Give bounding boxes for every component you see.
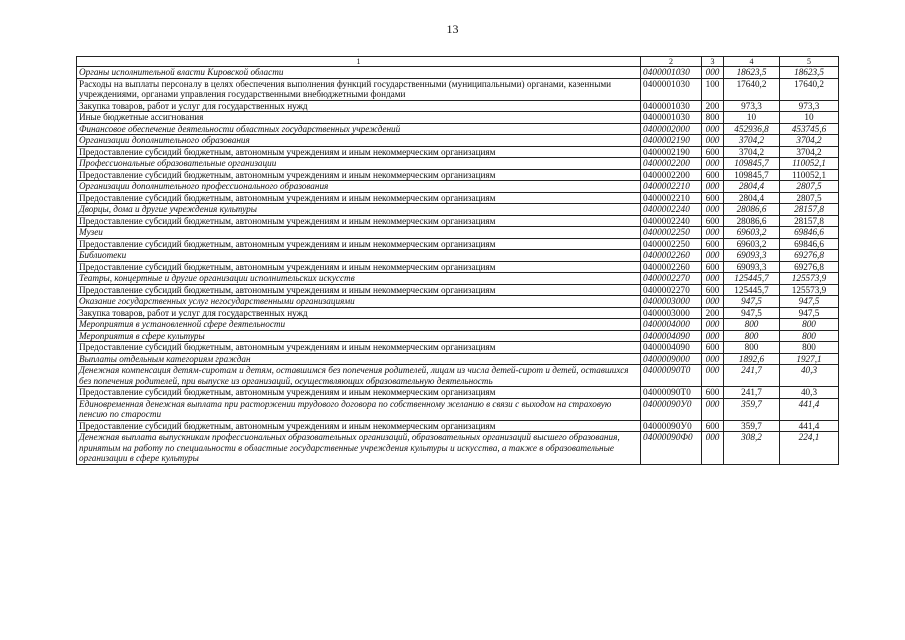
row-amount-1-cell: 125445,7: [724, 273, 780, 285]
row-code-cell: 0400002200: [641, 158, 702, 170]
header-col-5: 5: [780, 57, 839, 67]
row-code-cell: 04000090Т0: [641, 365, 702, 387]
row-amount-2-cell: 125573,9: [780, 273, 839, 285]
row-amount-1-cell: 359,7: [724, 398, 780, 420]
row-amount-1-cell: 3704,2: [724, 135, 780, 147]
row-amount-1-cell: 10: [724, 112, 780, 124]
table-row: [77, 342, 839, 354]
row-expense-type-cell: 600: [702, 169, 724, 181]
row-amount-2-cell: 40,3: [780, 387, 839, 399]
row-amount-2-cell: 69276,8: [780, 250, 839, 262]
row-amount-2-cell: 453745,6: [780, 123, 839, 135]
row-expense-type-cell: 000: [702, 330, 724, 342]
header-col-2: 2: [641, 57, 702, 67]
row-expense-type-cell: 000: [702, 204, 724, 216]
row-name-cell: Финансовое обеспечение деятельности областных государственных учреждений: [77, 123, 641, 135]
row-name-cell: Предоставление субсидий бюджетным, автономным учреждениям и иным некоммерческим организациям: [77, 420, 641, 432]
row-amount-2-cell: 110052,1: [780, 158, 839, 170]
row-code-cell: 0400002250: [641, 227, 702, 239]
row-name-cell: Предоставление субсидий бюджетным, автономным учреждениям и иным некоммерческим организациям: [77, 192, 641, 204]
table-row: [77, 250, 839, 262]
table-row: [77, 296, 839, 308]
table-row: [77, 261, 839, 273]
row-name-cell: Театры, концертные и другие организации исполнительских искусств: [77, 273, 641, 285]
row-amount-2-cell: 800: [780, 319, 839, 331]
row-amount-2-cell: 947,5: [780, 296, 839, 308]
row-expense-type-cell: 600: [702, 342, 724, 354]
row-name-cell: Оказание государственных услуг негосударственными организациями: [77, 296, 641, 308]
row-expense-type-cell: 000: [702, 158, 724, 170]
row-amount-1-cell: 17640,2: [724, 78, 780, 100]
row-code-cell: 0400004090: [641, 330, 702, 342]
row-expense-type-cell: 000: [702, 123, 724, 135]
row-code-cell: 04000090Ф0: [641, 432, 702, 465]
row-amount-1-cell: 973,3: [724, 100, 780, 112]
row-amount-2-cell: 10: [780, 112, 839, 124]
row-amount-2-cell: 69276,8: [780, 261, 839, 273]
row-expense-type-cell: 600: [702, 238, 724, 250]
table-row: [77, 67, 839, 79]
row-name-cell: Предоставление субсидий бюджетным, автономным учреждениям и иным некоммерческим организациям: [77, 342, 641, 354]
table-row: [77, 273, 839, 285]
row-code-cell: 0400002270: [641, 284, 702, 296]
row-expense-type-cell: 000: [702, 227, 724, 239]
table-row: [77, 432, 839, 465]
row-amount-1-cell: 109845,7: [724, 169, 780, 181]
row-name-cell: Библиотеки: [77, 250, 641, 262]
table-row: [77, 365, 839, 387]
row-amount-1-cell: 69603,2: [724, 238, 780, 250]
row-name-cell: Выплаты отдельным категориям граждан: [77, 353, 641, 365]
row-code-cell: 0400009000: [641, 353, 702, 365]
row-expense-type-cell: 000: [702, 365, 724, 387]
row-name-cell: Предоставление субсидий бюджетным, автономным учреждениям и иным некоммерческим организациям: [77, 146, 641, 158]
row-amount-1-cell: 18623,5: [724, 67, 780, 79]
row-code-cell: 0400002200: [641, 169, 702, 181]
row-expense-type-cell: 000: [702, 250, 724, 262]
table-row: [77, 112, 839, 124]
row-amount-2-cell: 40,3: [780, 365, 839, 387]
row-code-cell: 0400002270: [641, 273, 702, 285]
row-name-cell: Закупка товаров, работ и услуг для государственных нужд: [77, 100, 641, 112]
row-code-cell: 04000090Т0: [641, 387, 702, 399]
row-expense-type-cell: 600: [702, 215, 724, 227]
table-row: [77, 420, 839, 432]
row-name-cell: Единовременная денежная выплата при расторжении трудового договора по собственному желанию в связи с выходом на страховую пенсию по старости: [77, 398, 641, 420]
row-amount-1-cell: 308,2: [724, 432, 780, 465]
row-expense-type-cell: 000: [702, 319, 724, 331]
row-amount-1-cell: 2804,4: [724, 181, 780, 193]
row-amount-2-cell: 28157,8: [780, 204, 839, 216]
row-name-cell: Дворцы, дома и другие учреждения культуры: [77, 204, 641, 216]
row-code-cell: 04000090У0: [641, 420, 702, 432]
budget-table: [76, 56, 839, 465]
row-amount-1-cell: 1892,6: [724, 353, 780, 365]
row-expense-type-cell: 000: [702, 296, 724, 308]
row-amount-2-cell: 3704,2: [780, 146, 839, 158]
table-row: [77, 181, 839, 193]
row-expense-type-cell: 600: [702, 387, 724, 399]
row-name-cell: Организации дополнительного образования: [77, 135, 641, 147]
row-expense-type-cell: 000: [702, 181, 724, 193]
row-name-cell: Предоставление субсидий бюджетным, автономным учреждениям и иным некоммерческим организациям: [77, 261, 641, 273]
row-name-cell: Музеи: [77, 227, 641, 239]
table-row: [77, 192, 839, 204]
table-row: [77, 387, 839, 399]
table-row: [77, 204, 839, 216]
table-row: [77, 330, 839, 342]
header-col-4: 4: [724, 57, 780, 67]
row-amount-2-cell: 224,1: [780, 432, 839, 465]
row-amount-2-cell: 69846,6: [780, 238, 839, 250]
row-name-cell: Закупка товаров, работ и услуг для государственных нужд: [77, 307, 641, 319]
row-amount-1-cell: 452936,8: [724, 123, 780, 135]
row-amount-1-cell: 359,7: [724, 420, 780, 432]
row-code-cell: 0400004000: [641, 319, 702, 331]
row-amount-2-cell: 2807,5: [780, 192, 839, 204]
row-amount-1-cell: 109845,7: [724, 158, 780, 170]
table-row: [77, 227, 839, 239]
row-expense-type-cell: 600: [702, 420, 724, 432]
row-code-cell: 0400002210: [641, 181, 702, 193]
row-expense-type-cell: 000: [702, 273, 724, 285]
row-amount-1-cell: 800: [724, 319, 780, 331]
row-amount-2-cell: 110052,1: [780, 169, 839, 181]
row-code-cell: 0400001030: [641, 67, 702, 79]
row-expense-type-cell: 600: [702, 261, 724, 273]
row-name-cell: Организации дополнительного профессионального образования: [77, 181, 641, 193]
row-amount-2-cell: 3704,2: [780, 135, 839, 147]
row-expense-type-cell: 600: [702, 284, 724, 296]
row-amount-1-cell: 69093,3: [724, 250, 780, 262]
row-expense-type-cell: 000: [702, 135, 724, 147]
table-row: [77, 78, 839, 100]
row-expense-type-cell: 000: [702, 67, 724, 79]
table-row: [77, 146, 839, 158]
row-expense-type-cell: 000: [702, 432, 724, 465]
row-name-cell: Мероприятия в сфере культуры: [77, 330, 641, 342]
table-row: [77, 307, 839, 319]
row-amount-1-cell: 947,5: [724, 296, 780, 308]
row-name-cell: Денежная выплата выпускникам профессиональных образовательных организаций, образовательных организаций высшего образования, принятым на работу по специальности в областные государственные учреждения культуры и искусства, а также в образовательные организации в сфере культуры: [77, 432, 641, 465]
row-expense-type-cell: 800: [702, 112, 724, 124]
table-row: [77, 284, 839, 296]
table-row: [77, 238, 839, 250]
row-amount-2-cell: 1927,1: [780, 353, 839, 365]
row-name-cell: Денежная компенсация детям-сиротам и детям, оставшимся без попечения родителей, лицам из числа детей-сирот и детей, оставшихся без попечения родителей, при выпуске из организаций, осуществляющих образовательную деятельность: [77, 365, 641, 387]
row-amount-1-cell: 800: [724, 330, 780, 342]
row-amount-2-cell: 2807,5: [780, 181, 839, 193]
row-name-cell: Предоставление субсидий бюджетным, автономным учреждениям и иным некоммерческим организациям: [77, 169, 641, 181]
row-expense-type-cell: 200: [702, 100, 724, 112]
row-code-cell: 0400001030: [641, 112, 702, 124]
row-code-cell: 0400002260: [641, 250, 702, 262]
row-amount-1-cell: 3704,2: [724, 146, 780, 158]
row-amount-2-cell: 17640,2: [780, 78, 839, 100]
row-expense-type-cell: 100: [702, 78, 724, 100]
table-row: [77, 169, 839, 181]
row-code-cell: 0400002210: [641, 192, 702, 204]
table-row: [77, 100, 839, 112]
row-name-cell: Органы исполнительной власти Кировской области: [77, 67, 641, 79]
row-amount-1-cell: 28086,6: [724, 215, 780, 227]
row-amount-1-cell: 241,7: [724, 387, 780, 399]
table-row: [77, 319, 839, 331]
row-amount-2-cell: 18623,5: [780, 67, 839, 79]
row-expense-type-cell: 200: [702, 307, 724, 319]
table-header-row: [77, 57, 839, 67]
row-amount-2-cell: 800: [780, 330, 839, 342]
row-code-cell: 0400001030: [641, 78, 702, 100]
row-name-cell: Предоставление субсидий бюджетным, автономным учреждениям и иным некоммерческим организациям: [77, 284, 641, 296]
row-amount-1-cell: 69093,3: [724, 261, 780, 273]
table-row: [77, 123, 839, 135]
table-row: [77, 158, 839, 170]
row-name-cell: Иные бюджетные ассигнования: [77, 112, 641, 124]
header-col-1: 1: [77, 57, 641, 67]
row-code-cell: 0400002260: [641, 261, 702, 273]
row-code-cell: 0400003000: [641, 307, 702, 319]
row-expense-type-cell: 000: [702, 398, 724, 420]
row-code-cell: 0400003000: [641, 296, 702, 308]
row-expense-type-cell: 600: [702, 146, 724, 158]
table-row: [77, 398, 839, 420]
header-col-3: 3: [702, 57, 724, 67]
page-number: 13: [446, 22, 459, 36]
row-amount-2-cell: 800: [780, 342, 839, 354]
row-expense-type-cell: 000: [702, 353, 724, 365]
table-row: [77, 135, 839, 147]
row-amount-1-cell: 28086,6: [724, 204, 780, 216]
row-amount-2-cell: 125573,9: [780, 284, 839, 296]
row-code-cell: 0400002240: [641, 204, 702, 216]
row-name-cell: Расходы на выплаты персоналу в целях обеспечения выполнения функций государственными (муниципальными) органами, казенными учреждениями, органами управления государственными внебюджетными фондами: [77, 78, 641, 100]
row-code-cell: 0400002190: [641, 146, 702, 158]
row-name-cell: Предоставление субсидий бюджетным, автономным учреждениям и иным некоммерческим организациям: [77, 387, 641, 399]
row-amount-2-cell: 28157,8: [780, 215, 839, 227]
table-row: [77, 215, 839, 227]
row-code-cell: 0400001030: [641, 100, 702, 112]
row-amount-1-cell: 2804,4: [724, 192, 780, 204]
row-expense-type-cell: 600: [702, 192, 724, 204]
row-amount-1-cell: 947,5: [724, 307, 780, 319]
row-code-cell: 0400004090: [641, 342, 702, 354]
row-amount-1-cell: 241,7: [724, 365, 780, 387]
row-name-cell: Предоставление субсидий бюджетным, автономным учреждениям и иным некоммерческим организациям: [77, 215, 641, 227]
row-code-cell: 04000090У0: [641, 398, 702, 420]
table-row: [77, 353, 839, 365]
row-amount-1-cell: 125445,7: [724, 284, 780, 296]
row-amount-2-cell: 947,5: [780, 307, 839, 319]
row-name-cell: Мероприятия в установленной сфере деятельности: [77, 319, 641, 331]
row-code-cell: 0400002250: [641, 238, 702, 250]
row-amount-2-cell: 441,4: [780, 420, 839, 432]
row-amount-1-cell: 69603,2: [724, 227, 780, 239]
row-amount-2-cell: 69846,6: [780, 227, 839, 239]
row-code-cell: 0400002000: [641, 123, 702, 135]
row-name-cell: Предоставление субсидий бюджетным, автономным учреждениям и иным некоммерческим организациям: [77, 238, 641, 250]
row-name-cell: Профессиональные образовательные организации: [77, 158, 641, 170]
row-amount-2-cell: 973,3: [780, 100, 839, 112]
row-amount-2-cell: 441,4: [780, 398, 839, 420]
row-code-cell: 0400002240: [641, 215, 702, 227]
row-code-cell: 0400002190: [641, 135, 702, 147]
row-amount-1-cell: 800: [724, 342, 780, 354]
budget-table-body: [77, 57, 839, 465]
